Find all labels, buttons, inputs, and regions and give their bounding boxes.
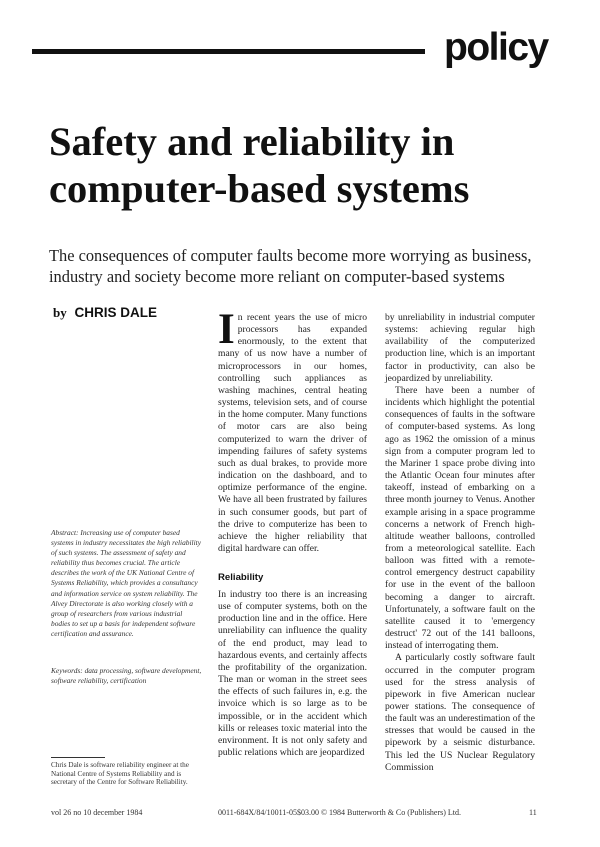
section-heading-reliability: Reliability [218,572,264,583]
keywords: Keywords: data processing, software development, software reliability, certification [51,666,202,686]
author-note: Chris Dale is software reliability engineer at the National Centre of Systems Reliability and is secretary of the Centre for Software Reliability. [51,761,189,787]
body-paragraph: In industry too there is an increasing use of computer systems, both on the production line and in the office. Here unreliability can influence the quality of the end product, may lead to hazardous events, and certainly affects the profitability of the organization. The man or woman in the street sees the effects of such failures in, e.g. the invoice which is so large as to be impossible, or in the accident which kills or releases toxic material into the environment. It is not only safety and public relations which are jeopardized [218,589,367,759]
section-label: policy [444,26,548,69]
body-column-2 [385,312,535,774]
article-title: Safety and reliability in computer-based systems [49,119,470,211]
body-paragraph: There have been a number of incidents which highlight the potential consequences of faults in the software of computer-based systems. As long ago as 1962 the omission of a minus sign from a computer program led to the Mariner 1 space probe diving into the Atlantic Ocean four minutes after takeoff, instead of embarking on a three month journey to Venus. Another example arising in a space programme concerns a network of French high-altitude weather balloons, controlled from a meteorological satellite. Each balloon was fitted with a remote-control emergency destruct capability for use in the event of the balloon becoming a danger to aircraft. Unfortunately, a software fault on the satellite caused it to 'emergency destruct' 72 out of the 141 balloons, instead of interrogating them. [385,384,535,652]
footer-issue: vol 26 no 10 december 1984 [51,808,143,817]
page-number: 11 [529,808,537,817]
paragraph-text: n recent years the use of micro processors has expanded enormously, to the extent that many of us now have a number of microprocessors in our homes, controlling such appliances as washing machines, central heating systems, television sets, and of course in the home computer. Many functions of motor cars are also being computerized to warn the driver of impending failures of safety systems such as dual brakes, to provide more indication on the dashboard, and to optimize performance of the engine. We have all been frustrated by failures in such consumer goods, but part of the drive to computerize has been to achieve the higher reliability that digital hardware can offer. [218,312,367,554]
body-paragraph [218,306,367,555]
body-column-1-continued [218,589,367,759]
abstract: Abstract: Increasing use of computer based systems in industry necessitates the high reliability of such systems. The assessment of safety and reliability thus becomes crucial. The article describes the work of the UK National Centre of Systems Reliability, which provides a consultancy and information service on system reliability. The Alvey Directorate is also working closely with a group of researchers from various industrial bodies to set up a basis for independent software certification and assurance. [51,528,201,638]
drop-cap: I [218,306,235,353]
article-subtitle: The consequences of computer faults become more worrying as business, industry and society become more reliant on computer-based systems [49,246,532,286]
author-note-rule [51,757,105,758]
body-paragraph: by unreliability in industrial computer systems: achieving regular high availability of the computerized production line, which is an important factor in productivity, can also be jeopardized by unreliability. [385,312,535,384]
footer-copyright: 0011-684X/84/10011-05$03.00 © 1984 Butterworth & Co (Publishers) Ltd. [218,808,462,817]
author-name: CHRIS DALE [74,305,158,320]
body-paragraph: A particularly costly software fault occurred in the computer program used for the stress analysis of pipework in five American nuclear power stations. The consequence of the fault was an underestimation of the stresses that would be caused in the pipework by a seismic disturbance. This led the US Nuclear Regulatory Commission [385,652,535,773]
byline [53,305,157,321]
header-rule [32,49,425,54]
byline-prefix: by [53,305,67,320]
body-column-1 [218,306,367,555]
